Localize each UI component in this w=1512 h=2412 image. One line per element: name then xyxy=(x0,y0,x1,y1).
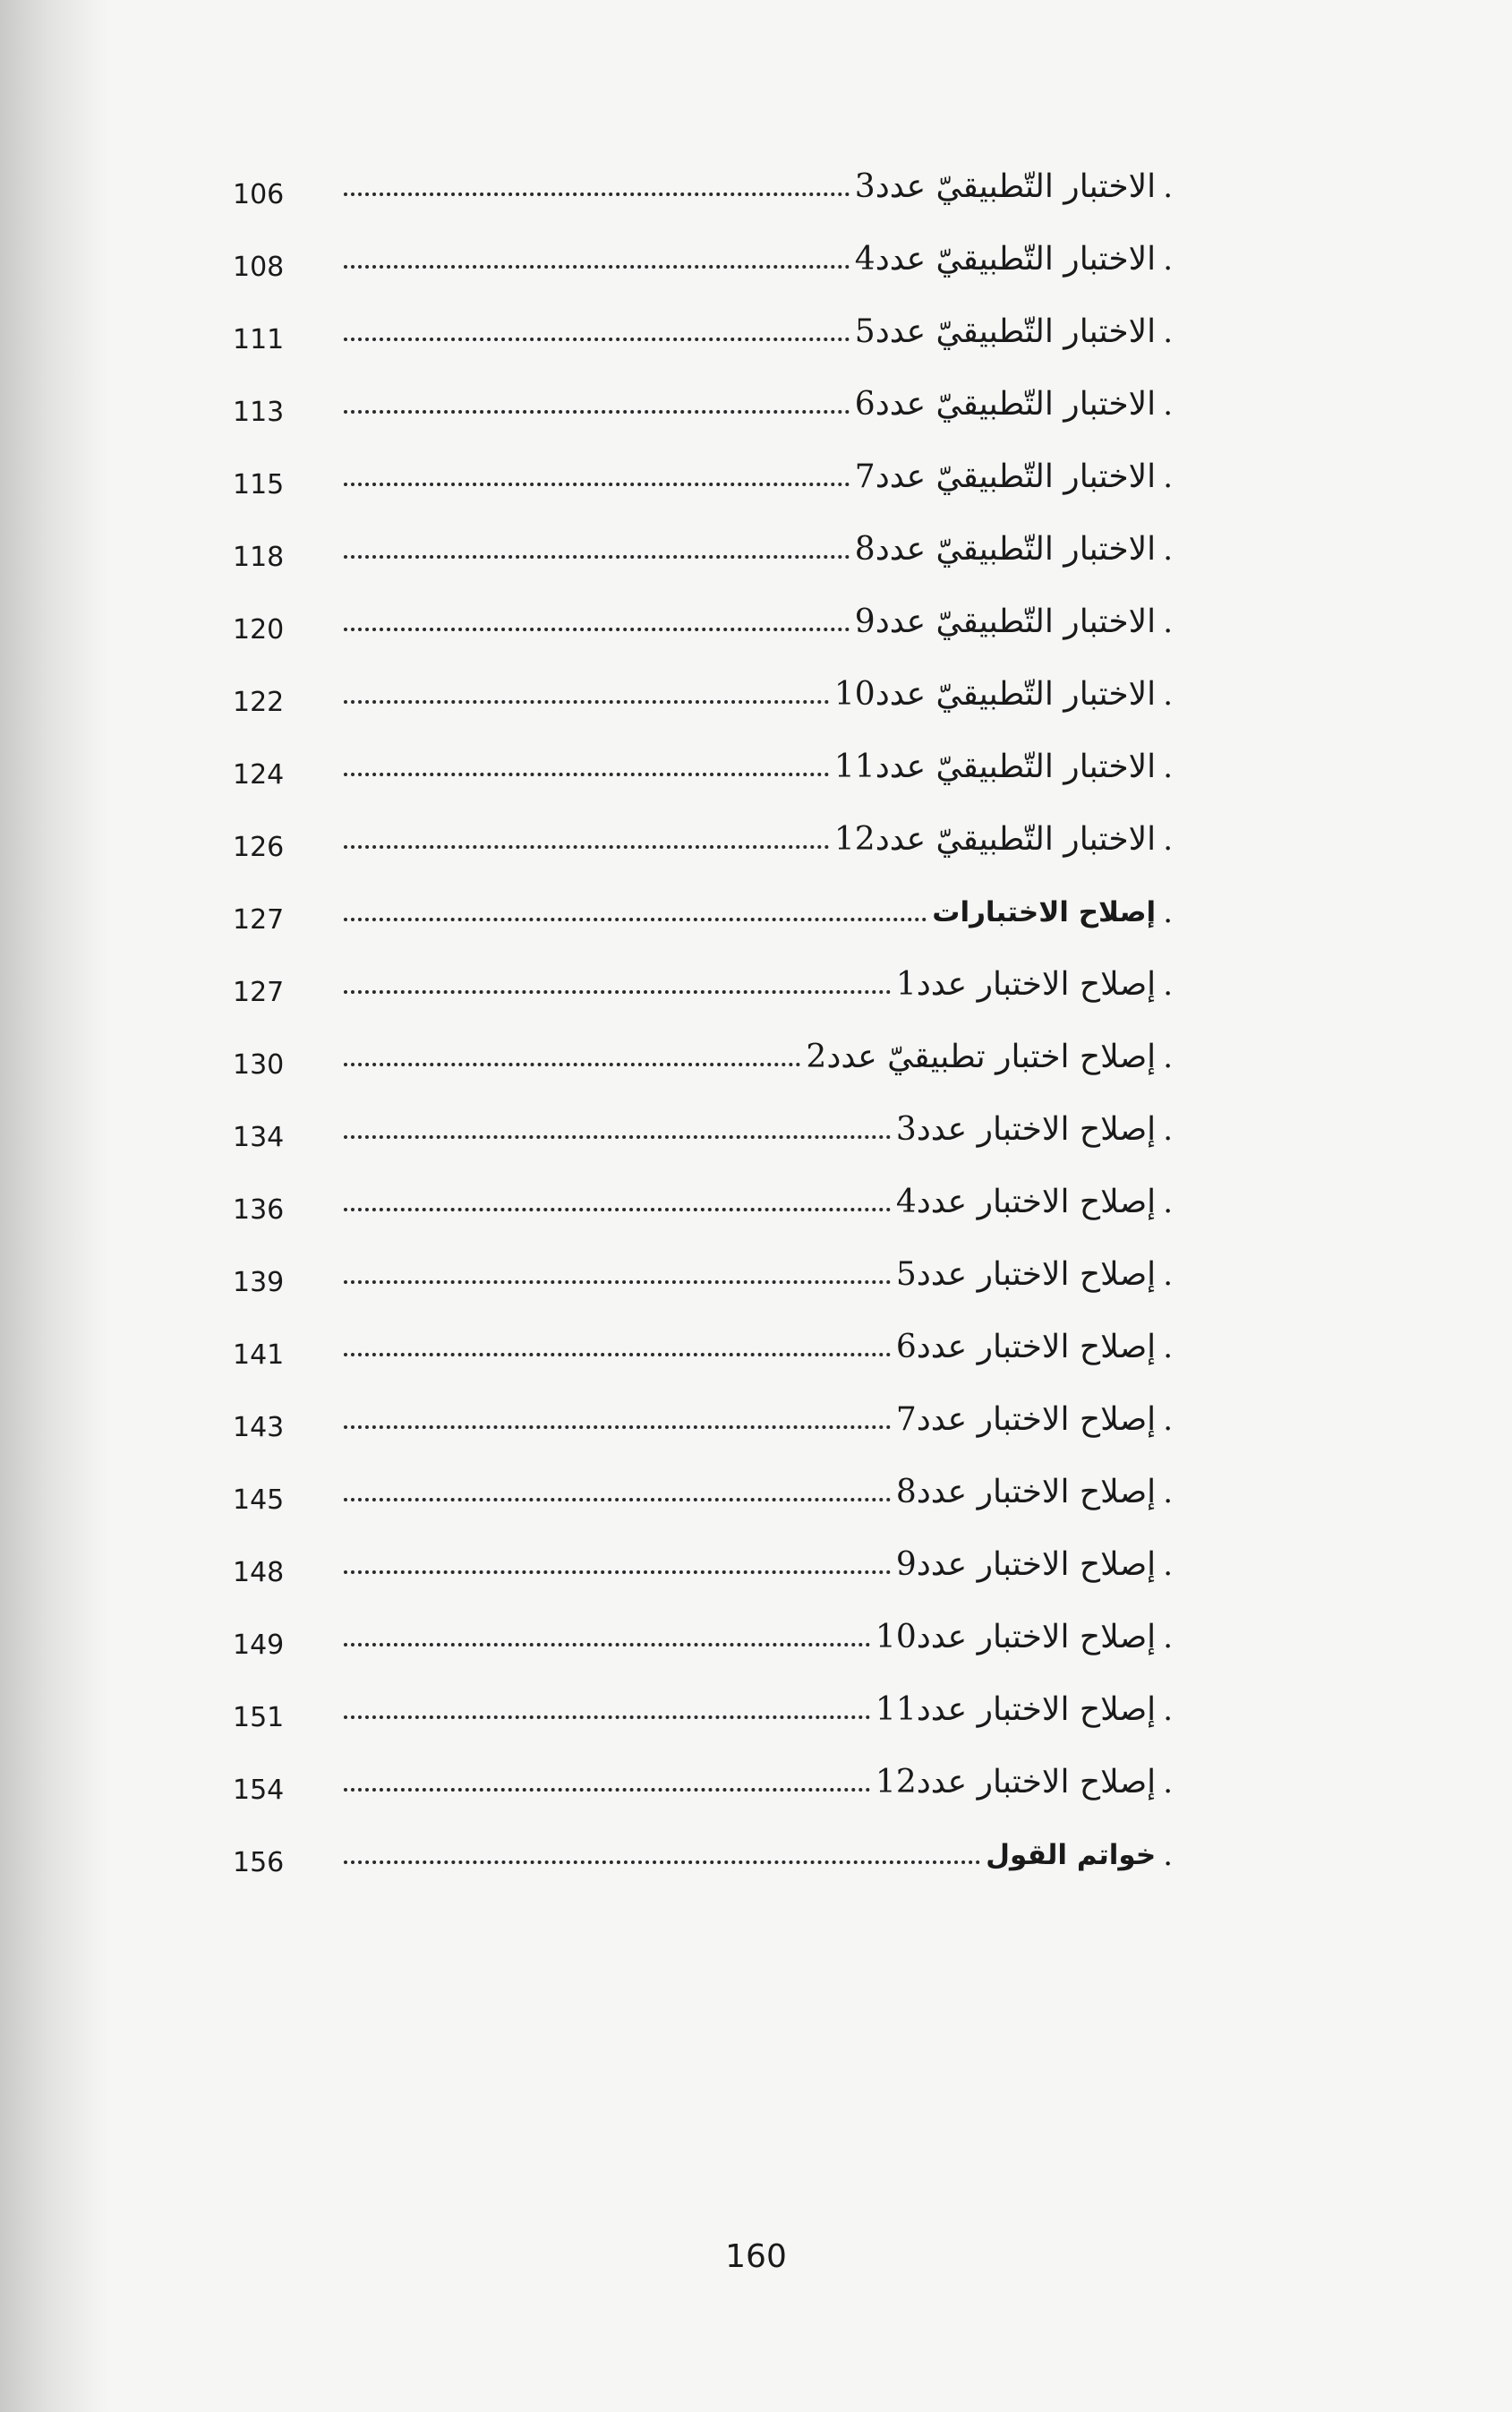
toc-entry xyxy=(233,1021,1173,1093)
dot-leader xyxy=(344,1643,870,1646)
dot-leader xyxy=(344,1715,870,1719)
dot-leader xyxy=(344,1280,891,1284)
toc-page-number: 122 xyxy=(233,687,285,718)
toc-page-number: 139 xyxy=(233,1267,285,1298)
toc-page-number: 151 xyxy=(233,1702,285,1733)
toc-entry-title: الاختبار التّطبيقيّ عدد12 xyxy=(833,821,1157,858)
toc-page-number: 108 xyxy=(233,252,285,283)
toc-entry xyxy=(233,948,1173,1021)
page-edge-shadow xyxy=(0,0,107,2412)
toc-entry xyxy=(233,1383,1173,1456)
dot-leader xyxy=(344,990,891,994)
toc-page-number: 111 xyxy=(233,324,285,355)
toc-bullet: . xyxy=(1163,313,1173,350)
toc-page-number: 148 xyxy=(233,1557,285,1588)
toc-bullet: . xyxy=(1163,1836,1173,1873)
toc-entry-title: إصلاح الاختبار عدد7 xyxy=(895,1401,1157,1438)
toc-entry xyxy=(233,150,1173,223)
toc-entry xyxy=(233,658,1173,731)
toc-bullet: . xyxy=(1163,386,1173,423)
toc-bullet: . xyxy=(1163,1764,1173,1800)
toc-entry-title: الاختبار التّطبيقيّ عدد10 xyxy=(833,676,1157,713)
toc-entry-title: إصلاح الاختبار عدد10 xyxy=(875,1619,1157,1655)
toc-page-number: 127 xyxy=(233,977,285,1008)
dot-leader xyxy=(344,1063,800,1066)
toc-entry-title: الاختبار التّطبيقيّ عدد3 xyxy=(854,168,1157,205)
toc-entry xyxy=(233,1093,1173,1166)
dot-leader xyxy=(344,555,850,559)
toc-bullet: . xyxy=(1163,1111,1173,1148)
toc-entry xyxy=(233,513,1173,586)
toc-page-number: 113 xyxy=(233,397,285,428)
dot-leader xyxy=(344,1208,891,1211)
toc-entry-title: الاختبار التّطبيقيّ عدد9 xyxy=(854,603,1157,640)
toc-page-number: 127 xyxy=(233,904,285,936)
toc-entry xyxy=(233,1601,1173,1673)
dot-leader xyxy=(344,483,850,486)
toc-page-number: 141 xyxy=(233,1339,285,1371)
toc-entry-title: إصلاح الاختبار عدد1 xyxy=(895,966,1157,1003)
toc-bullet: . xyxy=(1163,168,1173,205)
toc-entry xyxy=(233,1746,1173,1818)
toc-entry-title: إصلاح اختبار تطبيقيّ عدد2 xyxy=(806,1039,1157,1075)
toc-entry xyxy=(233,1238,1173,1311)
dot-leader xyxy=(344,700,829,704)
toc-entry-title: الاختبار التّطبيقيّ عدد5 xyxy=(854,313,1157,350)
dot-leader xyxy=(344,1425,891,1429)
toc-entry xyxy=(233,223,1173,295)
toc-entry-title: الاختبار التّطبيقيّ عدد8 xyxy=(854,531,1157,568)
toc-entry-title: الاختبار التّطبيقيّ عدد7 xyxy=(854,458,1157,495)
toc-entry-title: إصلاح الاختبار عدد6 xyxy=(895,1329,1157,1365)
dot-leader xyxy=(344,628,850,631)
toc-page-number: 126 xyxy=(233,832,285,863)
dot-leader xyxy=(344,338,850,341)
toc-bullet: . xyxy=(1163,966,1173,1003)
table-of-contents xyxy=(233,150,1173,1891)
toc-entry-title: إصلاح الاختبار عدد12 xyxy=(875,1764,1157,1800)
toc-page-number: 134 xyxy=(233,1122,285,1153)
dot-leader xyxy=(344,1570,891,1574)
toc-section-heading: إصلاح الاختبارات xyxy=(932,895,1157,928)
toc-entry-title: إصلاح الاختبار عدد3 xyxy=(895,1111,1157,1148)
toc-bullet: . xyxy=(1163,241,1173,278)
toc-entry xyxy=(233,876,1173,948)
toc-page-number: 118 xyxy=(233,542,285,573)
toc-bullet: . xyxy=(1163,531,1173,568)
toc-bullet: . xyxy=(1163,1619,1173,1655)
toc-page-number: 115 xyxy=(233,469,285,500)
toc-page-number: 143 xyxy=(233,1412,285,1443)
toc-bullet: . xyxy=(1163,1691,1173,1728)
toc-entry-title: إصلاح الاختبار عدد5 xyxy=(895,1256,1157,1293)
toc-entry xyxy=(233,1528,1173,1601)
toc-entry xyxy=(233,368,1173,440)
toc-page-number: 156 xyxy=(233,1847,285,1878)
toc-bullet: . xyxy=(1163,676,1173,713)
toc-page-number: 136 xyxy=(233,1194,285,1226)
toc-page-number: 130 xyxy=(233,1049,285,1081)
toc-bullet: . xyxy=(1163,821,1173,858)
toc-entry-title: إصلاح الاختبار عدد8 xyxy=(895,1474,1157,1510)
toc-bullet: . xyxy=(1163,1039,1173,1075)
dot-leader xyxy=(344,1135,891,1139)
toc-bullet: . xyxy=(1163,1474,1173,1510)
toc-bullet: . xyxy=(1163,603,1173,640)
dot-leader xyxy=(344,918,927,921)
toc-entry xyxy=(233,803,1173,876)
toc-bullet: . xyxy=(1163,458,1173,495)
dot-leader xyxy=(344,1788,870,1792)
toc-section-heading: خواتم القول xyxy=(986,1838,1157,1871)
toc-bullet: . xyxy=(1163,1256,1173,1293)
toc-entry xyxy=(233,1456,1173,1528)
toc-entry-title: الاختبار التّطبيقيّ عدد4 xyxy=(854,241,1157,278)
toc-entry xyxy=(233,586,1173,658)
toc-entry-title: إصلاح الاختبار عدد4 xyxy=(895,1184,1157,1220)
toc-bullet: . xyxy=(1163,1184,1173,1220)
dot-leader xyxy=(344,1498,891,1501)
toc-entry-title: إصلاح الاختبار عدد11 xyxy=(875,1691,1157,1728)
toc-page-number: 149 xyxy=(233,1629,285,1661)
toc-bullet: . xyxy=(1163,1329,1173,1365)
toc-bullet: . xyxy=(1163,1546,1173,1583)
dot-leader xyxy=(344,773,829,776)
toc-page-number: 106 xyxy=(233,179,285,210)
toc-entry-title: الاختبار التّطبيقيّ عدد11 xyxy=(833,748,1157,785)
dot-leader xyxy=(344,1353,891,1356)
dot-leader xyxy=(344,265,850,269)
page-number: 160 xyxy=(725,2238,787,2275)
toc-entry xyxy=(233,1818,1173,1891)
toc-page-number: 124 xyxy=(233,759,285,791)
toc-entry-title: إصلاح الاختبار عدد9 xyxy=(895,1546,1157,1583)
toc-entry xyxy=(233,731,1173,803)
dot-leader xyxy=(344,845,829,849)
dot-leader xyxy=(344,410,850,414)
dot-leader xyxy=(344,1860,980,1864)
dot-leader xyxy=(344,192,850,196)
toc-entry xyxy=(233,440,1173,513)
toc-entry xyxy=(233,1673,1173,1746)
toc-entry-title: الاختبار التّطبيقيّ عدد6 xyxy=(854,386,1157,423)
toc-entry xyxy=(233,1166,1173,1238)
toc-entry xyxy=(233,1311,1173,1383)
toc-page-number: 120 xyxy=(233,614,285,646)
toc-entry xyxy=(233,295,1173,368)
toc-bullet: . xyxy=(1163,748,1173,785)
toc-page-number: 145 xyxy=(233,1484,285,1516)
toc-bullet: . xyxy=(1163,894,1173,930)
toc-page-number: 154 xyxy=(233,1775,285,1806)
toc-bullet: . xyxy=(1163,1401,1173,1438)
